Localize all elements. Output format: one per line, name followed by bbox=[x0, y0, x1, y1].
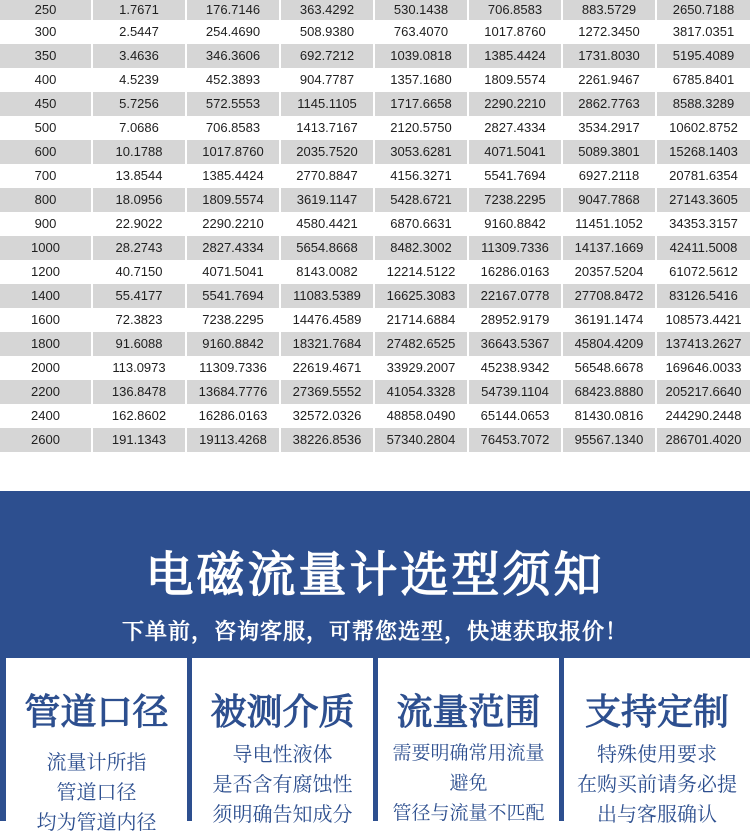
card-title: 被测介质 bbox=[210, 692, 355, 733]
flow-value-cell: 286701.4020 bbox=[657, 428, 750, 452]
flow-value-cell: 45804.4209 bbox=[563, 332, 657, 356]
flow-value-cell: 1809.5574 bbox=[469, 68, 563, 92]
flow-value-cell: 2261.9467 bbox=[563, 68, 657, 92]
diameter-cell: 2200 bbox=[0, 380, 93, 404]
diameter-cell: 350 bbox=[0, 44, 93, 68]
diameter-cell: 1800 bbox=[0, 332, 93, 356]
flow-value-cell: 9160.8842 bbox=[187, 332, 281, 356]
flow-value-cell: 65144.0653 bbox=[469, 404, 563, 428]
flow-value-cell: 1717.6658 bbox=[375, 92, 469, 116]
flow-value-cell: 8588.3289 bbox=[657, 92, 750, 116]
flow-value-cell: 11309.7336 bbox=[469, 236, 563, 260]
flow-value-cell: 34353.3157 bbox=[657, 212, 750, 236]
card-line: 避免 bbox=[449, 772, 488, 794]
flow-value-cell: 4156.3271 bbox=[375, 164, 469, 188]
flow-value-cell: 27369.5552 bbox=[281, 380, 375, 404]
table-row bbox=[0, 260, 750, 284]
flow-value-cell: 95567.1340 bbox=[563, 428, 657, 452]
notice-title: 电磁流量计选型须知 bbox=[145, 547, 605, 603]
flow-value-cell: 2035.7520 bbox=[281, 140, 375, 164]
card-line: 管道口径 bbox=[56, 780, 137, 804]
flow-value-cell: 10602.8752 bbox=[657, 116, 750, 140]
diameter-cell: 400 bbox=[0, 68, 93, 92]
flow-value-cell: 1385.4424 bbox=[187, 164, 281, 188]
flow-value-cell: 5.7256 bbox=[93, 92, 187, 116]
table-row bbox=[0, 284, 750, 308]
flow-value-cell: 11083.5389 bbox=[281, 284, 375, 308]
flow-value-cell: 692.7212 bbox=[281, 44, 375, 68]
flow-value-cell: 42411.5008 bbox=[657, 236, 750, 260]
flow-value-cell: 61072.5612 bbox=[657, 260, 750, 284]
flow-value-cell: 4580.4421 bbox=[281, 212, 375, 236]
card-customization bbox=[564, 658, 750, 828]
flow-value-cell: 8143.0082 bbox=[281, 260, 375, 284]
notice-subtitle: 下单前，咨询客服，可帮您选型，快速获取报价！ bbox=[121, 620, 628, 645]
flow-value-cell: 15268.1403 bbox=[657, 140, 750, 164]
table-row bbox=[0, 212, 750, 236]
diameter-cell: 500 bbox=[0, 116, 93, 140]
flow-value-cell: 6785.8401 bbox=[657, 68, 750, 92]
card-line: 需要明确常用流量 bbox=[392, 742, 545, 764]
flow-value-cell: 38226.8536 bbox=[281, 428, 375, 452]
card-line: 管径与流量不匹配 bbox=[392, 802, 545, 824]
flow-value-cell: 1385.4424 bbox=[469, 44, 563, 68]
card-line: 导电性液体 bbox=[232, 742, 333, 766]
table-row bbox=[0, 140, 750, 164]
flow-value-cell: 22167.0778 bbox=[469, 284, 563, 308]
diameter-cell: 1200 bbox=[0, 260, 93, 284]
flow-value-cell: 91.6088 bbox=[93, 332, 187, 356]
flow-value-cell: 3.4636 bbox=[93, 44, 187, 68]
flow-value-cell: 6870.6631 bbox=[375, 212, 469, 236]
flow-value-cell: 169646.0033 bbox=[657, 356, 750, 380]
diameter-cell: 1000 bbox=[0, 236, 93, 260]
flow-value-cell: 68423.8880 bbox=[563, 380, 657, 404]
diameter-cell: 1400 bbox=[0, 284, 93, 308]
flow-value-cell: 4.5239 bbox=[93, 68, 187, 92]
card-flow-range bbox=[378, 658, 559, 828]
flow-value-cell: 1039.0818 bbox=[375, 44, 469, 68]
flow-value-cell: 904.7787 bbox=[281, 68, 375, 92]
flow-value-cell: 3534.2917 bbox=[563, 116, 657, 140]
table-row bbox=[0, 332, 750, 356]
flow-value-cell: 530.1438 bbox=[375, 0, 469, 20]
flow-value-cell: 21714.6884 bbox=[375, 308, 469, 332]
selection-notice-section bbox=[0, 491, 750, 834]
flow-value-cell: 3053.6281 bbox=[375, 140, 469, 164]
flow-value-cell: 363.4292 bbox=[281, 0, 375, 20]
flow-value-cell: 5089.3801 bbox=[563, 140, 657, 164]
table-row bbox=[0, 236, 750, 260]
diameter-cell: 2400 bbox=[0, 404, 93, 428]
flow-value-cell: 81430.0816 bbox=[563, 404, 657, 428]
card-title: 支持定制 bbox=[584, 692, 729, 733]
flow-value-cell: 4071.5041 bbox=[187, 260, 281, 284]
card-title: 流量范围 bbox=[396, 692, 541, 733]
diameter-cell: 250 bbox=[0, 0, 93, 20]
flow-value-cell: 1357.1680 bbox=[375, 68, 469, 92]
card-line: 特殊使用要求 bbox=[597, 742, 717, 766]
flow-value-cell: 5541.7694 bbox=[187, 284, 281, 308]
flow-value-cell: 9160.8842 bbox=[469, 212, 563, 236]
card-line: 是否含有腐蚀性 bbox=[212, 772, 353, 796]
flow-value-cell: 3817.0351 bbox=[657, 20, 750, 44]
flow-value-cell: 16625.3083 bbox=[375, 284, 469, 308]
flow-value-cell: 2120.5750 bbox=[375, 116, 469, 140]
flow-value-cell: 4071.5041 bbox=[469, 140, 563, 164]
flow-value-cell: 244290.2448 bbox=[657, 404, 750, 428]
flow-value-cell: 2290.2210 bbox=[187, 212, 281, 236]
flow-value-cell: 2862.7763 bbox=[563, 92, 657, 116]
flow-value-cell: 191.1343 bbox=[93, 428, 187, 452]
flow-value-cell: 883.5729 bbox=[563, 0, 657, 20]
flow-value-cell: 9047.7868 bbox=[563, 188, 657, 212]
flow-value-cell: 7.0686 bbox=[93, 116, 187, 140]
flow-value-cell: 137413.2627 bbox=[657, 332, 750, 356]
flow-value-cell: 2.5447 bbox=[93, 20, 187, 44]
flow-value-cell: 45238.9342 bbox=[469, 356, 563, 380]
card-line: 在购买前请务必提 bbox=[577, 772, 737, 796]
flow-value-cell: 18.0956 bbox=[93, 188, 187, 212]
flow-value-cell: 1145.1105 bbox=[281, 92, 375, 116]
flow-value-cell: 72.3823 bbox=[93, 308, 187, 332]
flow-value-cell: 33929.2007 bbox=[375, 356, 469, 380]
card-title: 管道口径 bbox=[24, 692, 169, 733]
table-row bbox=[0, 308, 750, 332]
flow-value-cell: 36643.5367 bbox=[469, 332, 563, 356]
flow-value-cell: 13684.7776 bbox=[187, 380, 281, 404]
table-row bbox=[0, 92, 750, 116]
table-row bbox=[0, 20, 750, 44]
flow-value-cell: 706.8583 bbox=[469, 0, 563, 20]
card-line: 出与客服确认 bbox=[597, 802, 717, 826]
diameter-cell: 700 bbox=[0, 164, 93, 188]
flow-value-cell: 55.4177 bbox=[93, 284, 187, 308]
table-row bbox=[0, 356, 750, 380]
flow-value-cell: 205217.6640 bbox=[657, 380, 750, 404]
notice-cards bbox=[6, 658, 750, 834]
flow-value-cell: 27143.3605 bbox=[657, 188, 750, 212]
flow-value-cell: 113.0973 bbox=[93, 356, 187, 380]
diameter-cell: 1600 bbox=[0, 308, 93, 332]
flow-value-cell: 2290.2210 bbox=[469, 92, 563, 116]
table-row bbox=[0, 164, 750, 188]
card-line: 须明确告知成分 bbox=[212, 802, 353, 826]
flow-value-cell: 508.9380 bbox=[281, 20, 375, 44]
table-row bbox=[0, 428, 750, 452]
flow-value-cell: 5428.6721 bbox=[375, 188, 469, 212]
diameter-cell: 600 bbox=[0, 140, 93, 164]
flow-value-cell: 18321.7684 bbox=[281, 332, 375, 356]
flow-value-cell: 20357.5204 bbox=[563, 260, 657, 284]
flow-value-cell: 19113.4268 bbox=[187, 428, 281, 452]
flow-value-cell: 12214.5122 bbox=[375, 260, 469, 284]
card-pipe-diameter bbox=[6, 658, 187, 834]
card-measured-medium bbox=[192, 658, 373, 828]
flow-value-cell: 16286.0163 bbox=[469, 260, 563, 284]
diameter-cell: 2600 bbox=[0, 428, 93, 452]
flow-value-cell: 1017.8760 bbox=[187, 140, 281, 164]
flow-value-cell: 28.2743 bbox=[93, 236, 187, 260]
flow-value-cell: 3619.1147 bbox=[281, 188, 375, 212]
flow-value-cell: 7238.2295 bbox=[469, 188, 563, 212]
flow-value-cell: 48858.0490 bbox=[375, 404, 469, 428]
flow-value-cell: 10.1788 bbox=[93, 140, 187, 164]
card-line: 流量计所指 bbox=[46, 750, 147, 774]
flow-value-cell: 20781.6354 bbox=[657, 164, 750, 188]
flow-value-cell: 14476.4589 bbox=[281, 308, 375, 332]
flow-value-cell: 2650.7188 bbox=[657, 0, 750, 20]
flow-value-cell: 36191.1474 bbox=[563, 308, 657, 332]
flow-value-cell: 8482.3002 bbox=[375, 236, 469, 260]
flow-value-cell: 572.5553 bbox=[187, 92, 281, 116]
flow-value-cell: 5541.7694 bbox=[469, 164, 563, 188]
table-row bbox=[0, 44, 750, 68]
table-row bbox=[0, 380, 750, 404]
flow-value-cell: 162.8602 bbox=[93, 404, 187, 428]
flow-value-cell: 27482.6525 bbox=[375, 332, 469, 356]
flow-value-cell: 7238.2295 bbox=[187, 308, 281, 332]
diameter-cell: 2000 bbox=[0, 356, 93, 380]
flow-value-cell: 176.7146 bbox=[187, 0, 281, 20]
flow-value-cell: 27708.8472 bbox=[563, 284, 657, 308]
flow-value-cell: 40.7150 bbox=[93, 260, 187, 284]
flow-value-cell: 1.7671 bbox=[93, 0, 187, 20]
flow-value-cell: 83126.5416 bbox=[657, 284, 750, 308]
flow-value-cell: 1413.7167 bbox=[281, 116, 375, 140]
table-row bbox=[0, 188, 750, 212]
table-row bbox=[0, 404, 750, 428]
flow-value-cell: 452.3893 bbox=[187, 68, 281, 92]
flow-value-cell: 136.8478 bbox=[93, 380, 187, 404]
flow-value-cell: 6927.2118 bbox=[563, 164, 657, 188]
flow-value-cell: 254.4690 bbox=[187, 20, 281, 44]
diameter-cell: 450 bbox=[0, 92, 93, 116]
flow-value-cell: 763.4070 bbox=[375, 20, 469, 44]
flow-value-cell: 22619.4671 bbox=[281, 356, 375, 380]
flow-value-cell: 11451.1052 bbox=[563, 212, 657, 236]
flow-value-cell: 2770.8847 bbox=[281, 164, 375, 188]
flow-value-cell: 16286.0163 bbox=[187, 404, 281, 428]
flow-value-cell: 54739.1104 bbox=[469, 380, 563, 404]
flow-value-cell: 11309.7336 bbox=[187, 356, 281, 380]
diameter-cell: 800 bbox=[0, 188, 93, 212]
table-row bbox=[0, 68, 750, 92]
flow-value-cell: 14137.1669 bbox=[563, 236, 657, 260]
table-row bbox=[0, 0, 750, 20]
table-row bbox=[0, 116, 750, 140]
flow-value-cell: 32572.0326 bbox=[281, 404, 375, 428]
flow-value-cell: 5195.4089 bbox=[657, 44, 750, 68]
flow-value-cell: 108573.4421 bbox=[657, 308, 750, 332]
flow-value-cell: 41054.3328 bbox=[375, 380, 469, 404]
flow-value-cell: 1731.8030 bbox=[563, 44, 657, 68]
flow-value-cell: 346.3606 bbox=[187, 44, 281, 68]
flow-value-cell: 2827.4334 bbox=[469, 116, 563, 140]
flow-value-cell: 28952.9179 bbox=[469, 308, 563, 332]
flow-value-cell: 1809.5574 bbox=[187, 188, 281, 212]
diameter-cell: 300 bbox=[0, 20, 93, 44]
flow-value-cell: 76453.7072 bbox=[469, 428, 563, 452]
flow-value-cell: 57340.2804 bbox=[375, 428, 469, 452]
flow-value-cell: 22.9022 bbox=[93, 212, 187, 236]
card-line: 均为管道内径 bbox=[36, 810, 157, 834]
flow-value-cell: 5654.8668 bbox=[281, 236, 375, 260]
flow-value-cell: 56548.6678 bbox=[563, 356, 657, 380]
flow-value-cell: 1017.8760 bbox=[469, 20, 563, 44]
flow-value-cell: 706.8583 bbox=[187, 116, 281, 140]
flow-value-cell: 2827.4334 bbox=[187, 236, 281, 260]
diameter-cell: 900 bbox=[0, 212, 93, 236]
flow-value-cell: 1272.3450 bbox=[563, 20, 657, 44]
flow-value-cell: 13.8544 bbox=[93, 164, 187, 188]
